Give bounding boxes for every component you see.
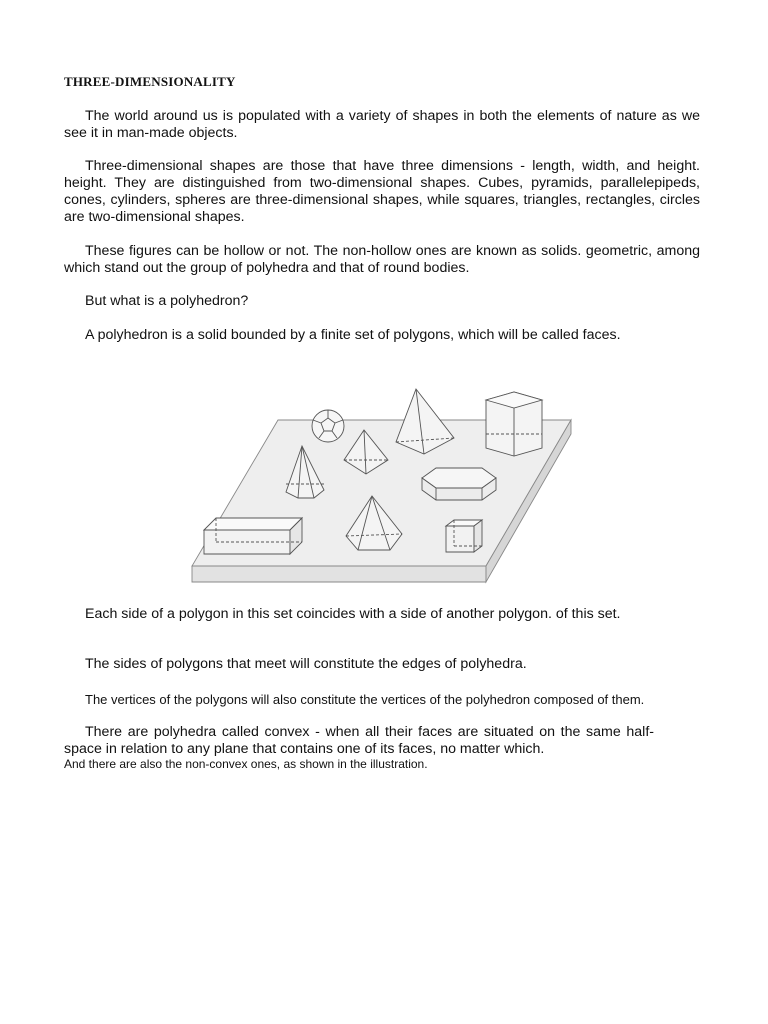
- dodecahedron-shape: [312, 410, 344, 442]
- paragraph-8: [64, 691, 700, 708]
- cube-shape: [446, 520, 482, 552]
- flat-hexagonal-prism-shape: [422, 468, 496, 500]
- paragraph-3-text: These figures can be hollow or not. The non-hollow ones are known as solids. geometric, among which stand out the group of polyhedra and that of round bodies.: [64, 243, 700, 276]
- paragraph-7: [64, 656, 700, 673]
- paragraph-2: [64, 158, 700, 226]
- paragraph-6-text: Each side of a polygon in this set coincides with a side of another polygon. of this set.: [85, 606, 621, 622]
- paragraph-7-text: The sides of polygons that meet will constitute the edges of polyhedra.: [85, 656, 527, 672]
- hexagonal-prism-shape: [486, 392, 542, 456]
- paragraph-5-text: A polyhedron is a solid bounded by a finite set of polygons, which will be called faces.: [85, 327, 621, 343]
- paragraph-10-text: And there are also the non-convex ones, as shown in the illustration.: [64, 757, 428, 771]
- paragraph-10: [64, 757, 700, 771]
- polyhedra-illustration: [186, 374, 586, 588]
- paragraph-1-text: The world around us is populated with a variety of shapes in both the elements of nature as we see it in man-made objects.: [64, 108, 700, 141]
- paragraph-6: [64, 606, 624, 623]
- paragraph-9-text: There are polyhedra called convex - when all their faces are situated on the same half-space in relation to any plane that contains one of its faces, no matter which.: [64, 724, 654, 757]
- paragraph-9: [64, 724, 654, 758]
- paragraph-1: [64, 108, 700, 142]
- paragraph-4-text: But what is a polyhedron?: [85, 293, 249, 309]
- paragraph-5: [64, 327, 624, 344]
- paragraph-8-text: The vertices of the polygons will also constitute the vertices of the polyhedron composed of them.: [85, 692, 645, 707]
- page-title: THREE-DIMENSIONALITY: [64, 74, 236, 89]
- paragraph-4: [64, 293, 700, 310]
- paragraph-3: [64, 243, 700, 277]
- rectangular-prism-shape: [204, 518, 302, 554]
- paragraph-2-text: Three-dimensional shapes are those that have three dimensions - length, width, and height. height. They are distinguished from two-dimensional shapes. Cubes, pyramids, parallelepipeds, cones, cylinders, spheres are three-dimensional shapes, while squares, triangles, rectangles, circles are two-dimensional shapes.: [64, 158, 700, 225]
